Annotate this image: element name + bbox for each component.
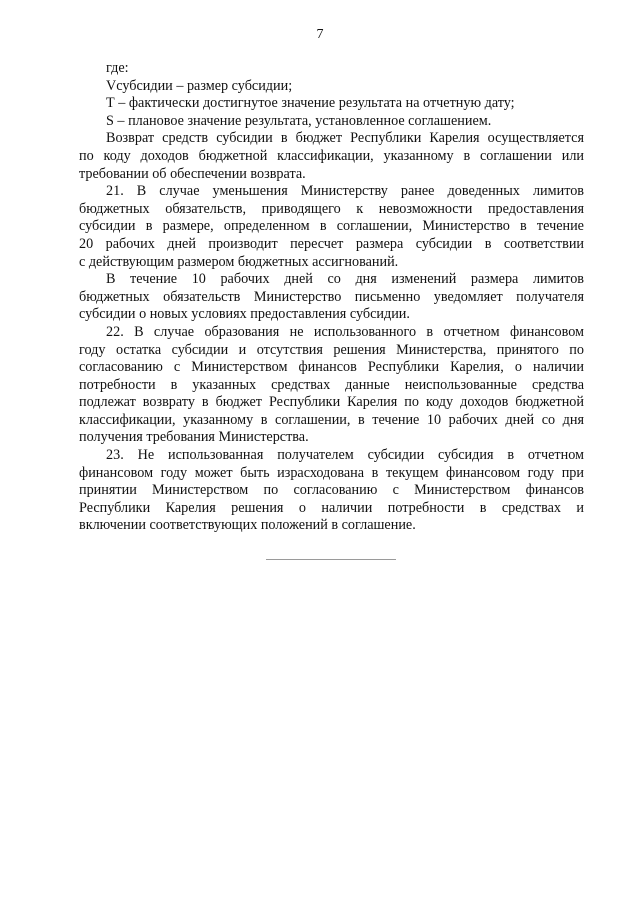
text-line: году остатка субсидии и отсутствия решения Министерства, принятого по (79, 341, 584, 358)
text-line: бюджетных обязательств, приводящего к невозможности предоставления (79, 200, 584, 217)
text-line: субсидии в размере, определенном в соглашении, Министерство в течение (79, 218, 584, 235)
text-line: 21. В случае уменьшения Министерству ранее доведенных лимитов (106, 183, 584, 200)
text-line: получения требования Министерства. (79, 429, 309, 446)
text-line: Республики Карелия решения о наличии потребности в средствах и (79, 499, 584, 516)
text-line: с действующим размером бюджетных ассигнований. (79, 253, 399, 270)
text-line: субсидии о новых условиях предоставления субсидии. (79, 306, 410, 323)
text-line: требовании об обеспечении возврата. (79, 165, 306, 182)
text-line: Vсубсидии – размер субсидии; (106, 77, 293, 94)
text-line: по коду доходов бюджетной классификации, указанному в соглашении или (79, 147, 584, 164)
text-line: потребности в указанных средствах данные неиспользованные средства (79, 376, 584, 393)
text-line: включении соответствующих положений в соглашение. (79, 517, 416, 534)
text-line: где: (106, 60, 129, 76)
text-line: 23. Не использованная получателем субсидии субсидия в отчетном (106, 447, 584, 464)
text-line: финансовом году может быть израсходована в текущем финансовом году при (79, 464, 584, 481)
document-body (79, 60, 584, 535)
end-separator-line (266, 559, 396, 560)
page-number: 7 (316, 27, 324, 42)
text-line: принятии Министерством по согласованию с Министерством финансов (79, 482, 584, 499)
text-line: классификации, указанному в соглашении, в течение 10 рабочих дней со дня (79, 411, 584, 428)
text-line: бюджетных обязательств Министерство письменно уведомляет получателя (79, 288, 584, 305)
text-line: согласованию с Министерством финансов Республики Карелия, о наличии (79, 359, 584, 376)
text-line: В течение 10 рабочих дней со дня изменений размера лимитов (106, 271, 584, 288)
text-line: подлежат возврату в бюджет Республики Карелия по коду доходов бюджетной (79, 394, 584, 411)
text-line: Возврат средств субсидии в бюджет Республики Карелия осуществляется (106, 130, 584, 147)
text-line: Т – фактически достигнутое значение результата на отчетную дату; (106, 95, 515, 112)
text-line: S – плановое значение результата, установленное соглашением. (106, 112, 492, 129)
text-line: 22. В случае образования не использованного в отчетном финансовом (106, 323, 584, 340)
text-line: 20 рабочих дней производит пересчет размера субсидии в соответствии (79, 235, 584, 252)
